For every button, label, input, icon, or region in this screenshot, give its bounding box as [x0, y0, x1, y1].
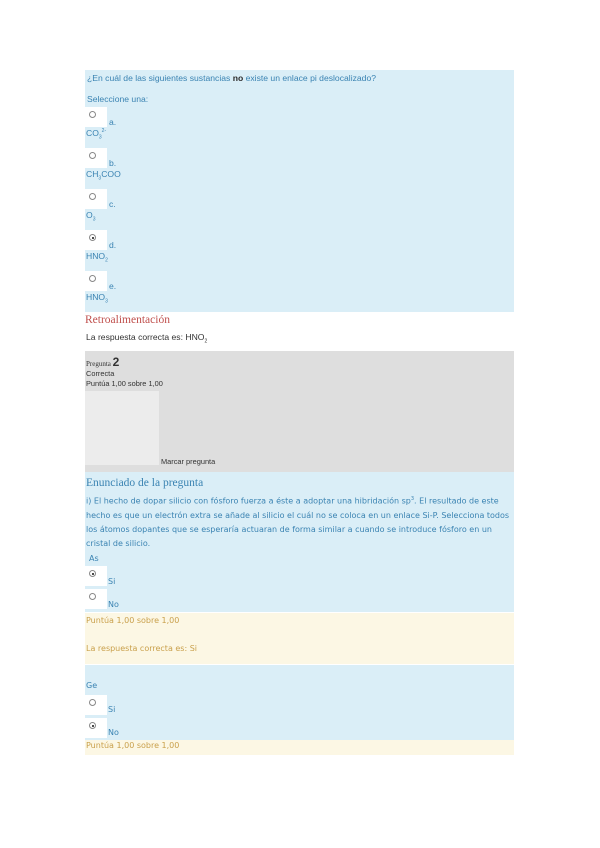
- subquestion-as-feedback: [85, 613, 514, 664]
- option-c-letter: c.: [109, 199, 116, 209]
- ge-no-label: No: [108, 728, 119, 737]
- option-e-radio-box[interactable]: [85, 271, 107, 291]
- radio-icon[interactable]: [89, 111, 96, 118]
- select-one-label: Seleccione una:: [87, 94, 149, 104]
- subquestion-as-label: As: [89, 554, 99, 563]
- flag-question-link[interactable]: Marcar pregunta: [161, 457, 216, 466]
- ge-grade: Puntúa 1,00 sobre 1,00: [86, 741, 180, 750]
- option-c-radio-box[interactable]: [85, 189, 107, 209]
- question-1-block: [85, 70, 514, 312]
- question-grade: Puntúa 1,00 sobre 1,00: [86, 379, 163, 388]
- option-b-radio-box[interactable]: [85, 148, 107, 168]
- option-a-radio-box[interactable]: [85, 107, 107, 127]
- ge-yes-radio-box[interactable]: [85, 695, 107, 715]
- radio-icon[interactable]: [89, 593, 96, 600]
- question-2-text: i) El hecho de dopar silicio con fósforo fuerza a éste a adoptar una hibridación $sp^3$. El resultado de este hecho es que un electrón extra se añade al silicio el cuál no se coloca en un enlace Si-P. Selecciona todos los átomos dopantes que se esperaría actuaran de forma similar a cuando se introduce fósforo en un cristal de silicio.: [86, 496, 510, 548]
- ge-no-radio-box[interactable]: [85, 718, 107, 738]
- feedback-title: Retroalimentación: [85, 314, 170, 326]
- as-yes-radio-box[interactable]: [85, 566, 107, 586]
- option-a-letter: a.: [109, 117, 117, 127]
- option-b-formula: $CH_3COO$: [86, 169, 121, 182]
- question-number: Pregunta 2: [86, 355, 120, 369]
- feedback-text: La respuesta correcta es: $HNO_2$: [86, 332, 208, 345]
- option-b-letter: b.: [109, 158, 117, 168]
- radio-icon[interactable]: [89, 193, 96, 200]
- option-c-formula: $O_3$: [86, 210, 96, 223]
- question-state: Correcta: [86, 369, 115, 378]
- radio-checked-icon[interactable]: [89, 570, 96, 577]
- question-1-text: ¿En cuál de las siguientes sustancias no existe un enlace pi deslocalizado?: [87, 73, 377, 83]
- subquestion-ge-label: Ge: [86, 681, 98, 690]
- radio-icon[interactable]: [89, 152, 96, 159]
- ge-yes-label: Si: [108, 705, 116, 714]
- option-d-formula: $HNO_2$: [86, 251, 108, 264]
- radio-icon[interactable]: [89, 699, 96, 706]
- question-2-block: [85, 472, 514, 612]
- flag-placeholder: [85, 391, 159, 465]
- radio-checked-icon[interactable]: [89, 234, 96, 241]
- option-d-letter: d.: [109, 240, 117, 250]
- as-grade: Puntúa 1,00 sobre 1,00: [86, 616, 180, 625]
- radio-checked-icon[interactable]: [89, 722, 96, 729]
- as-no-radio-box[interactable]: [85, 589, 107, 609]
- subquestion-ge-feedback: [85, 740, 514, 755]
- option-e-formula: $HNO_3$: [86, 292, 108, 305]
- radio-icon[interactable]: [89, 275, 96, 282]
- question-2-title: Enunciado de la pregunta: [86, 477, 204, 489]
- subquestion-ge-block: [85, 665, 514, 740]
- option-a-formula: $CO_3^{2-}$: [86, 128, 107, 141]
- option-e-letter: e.: [109, 281, 117, 291]
- question-2-info-panel: [85, 351, 514, 472]
- as-correct-answer: La respuesta correcta es: Si: [86, 644, 198, 653]
- option-d-radio-box[interactable]: [85, 230, 107, 250]
- as-yes-label: Si: [108, 577, 116, 586]
- as-no-label: No: [108, 600, 119, 609]
